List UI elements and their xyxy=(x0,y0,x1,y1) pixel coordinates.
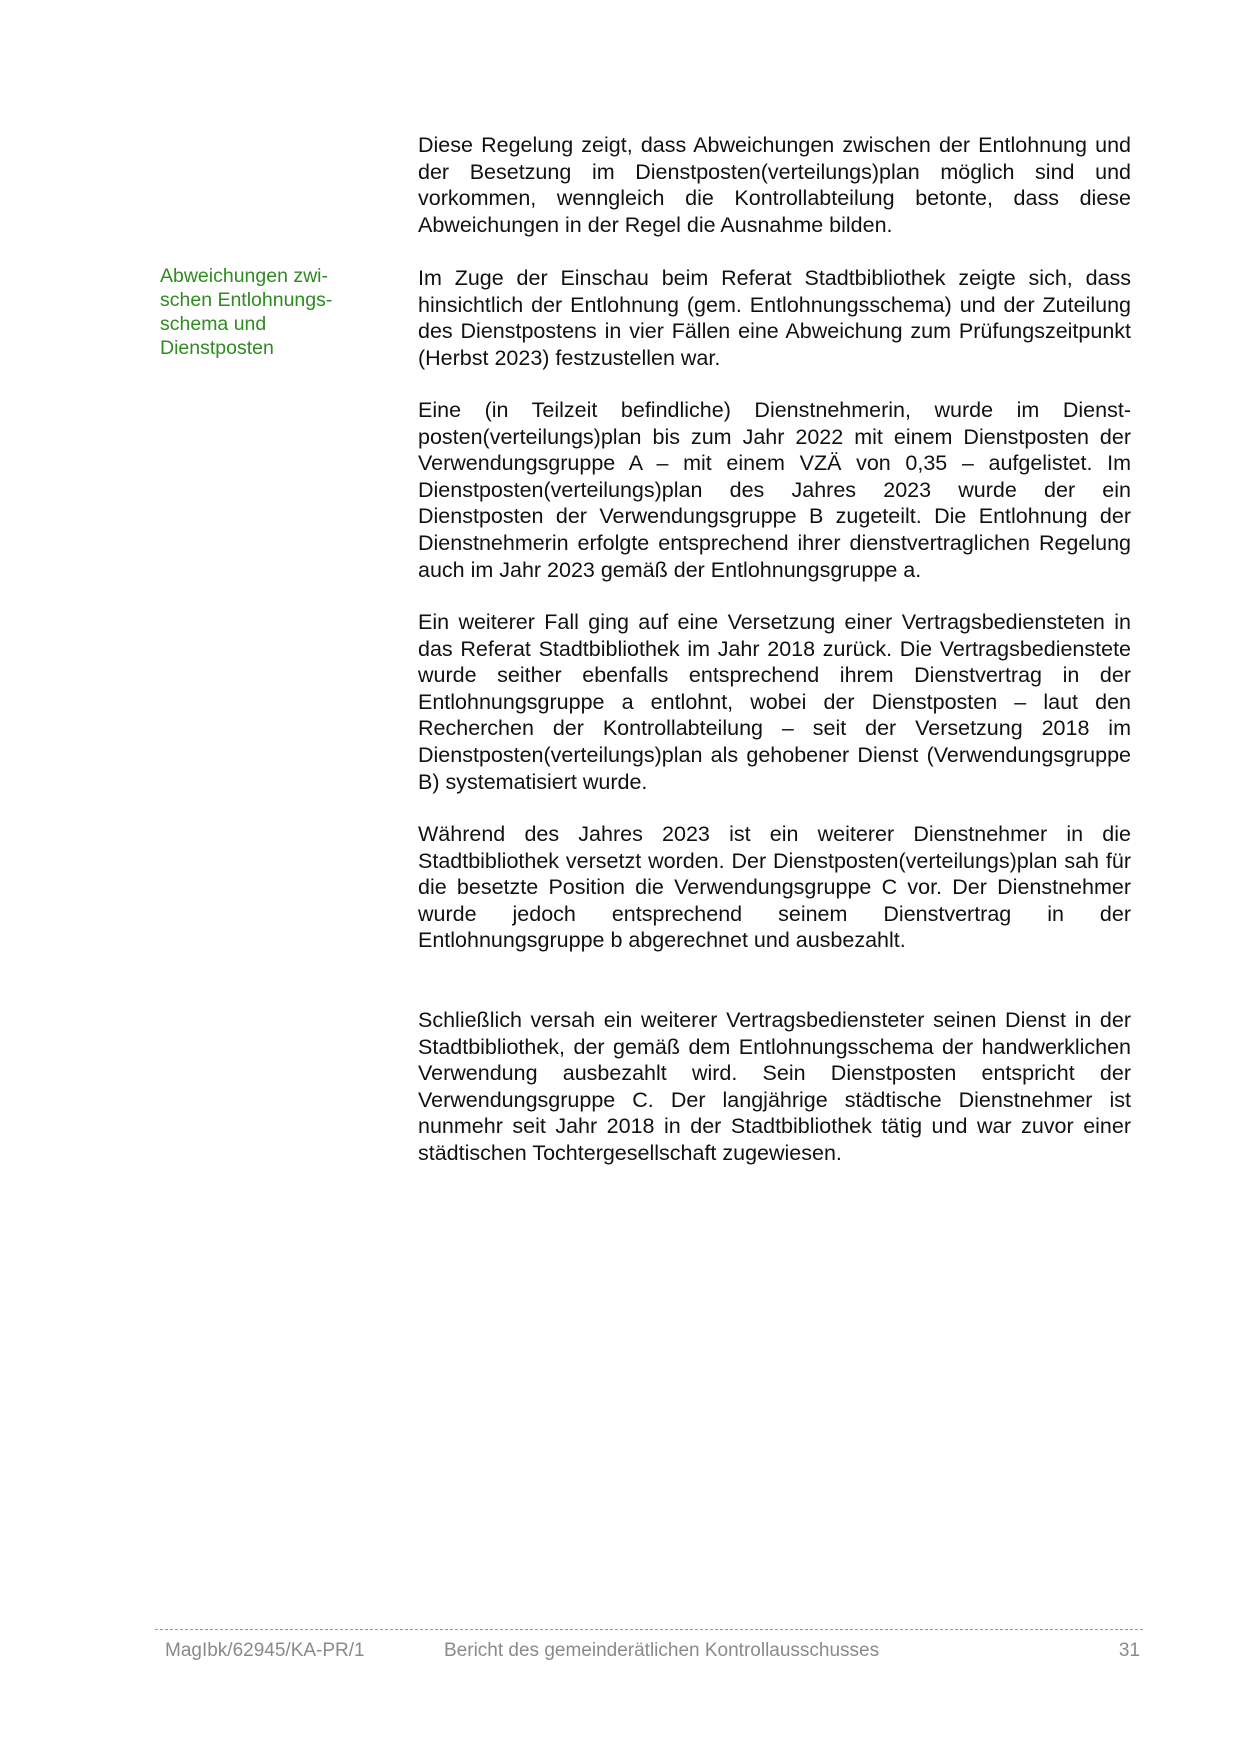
paragraph-2: Im Zuge der Einschau beim Referat Stadtbibliothek zeigte sich, dass hinsichtlich der Entlohnung (gem. Entlohnungsschema) und der Zuteilung des Dienstpostens in vier Fällen eine Abweichung zum Prüfungszeitpunkt (Herbst 2023) festzustellen war. xyxy=(418,266,1131,370)
paragraph-3: Eine (in Teilzeit befindliche) Dienstnehmerin, wurde im Dienstposten(verteilungs)plan bis zum Jahr 2022 mit einem Dienstposten der Verwendungsgruppe A – mit einem VZÄ von 0,35 – aufgelistet. Im Dienstposten(verteilungs)plan des Jahres 2023 wurde der ein Dienstposten der Verwendungsgruppe B zugeteilt. Die Entlohnung der Dienstnehmerin erfolgte entsprechend ihrer dienstvertraglichen Regelung auch im Jahr 2023 gemäß der Entlohnungsgruppe a. xyxy=(418,398,1131,582)
paragraph-1: Diese Regelung zeigt, dass Abweichungen zwischen der Entlohnung und der Besetzung im Dienstposten(verteilungs)plan möglich sind und vorkommen, wenngleich die Kontrollabteilung betonte, dass diese Abweichungen in der Regel die Ausnahme bilden. xyxy=(418,133,1131,237)
page-number: 31 xyxy=(1118,1640,1140,1661)
footer-title: Bericht des gemeinderätlichen Kontrollausschusses xyxy=(444,1640,880,1661)
footer-divider xyxy=(155,1629,1143,1630)
paragraph-4: Ein weiterer Fall ging auf eine Versetzung einer Vertragsbediensteten in das Referat Stadtbibliothek im Jahr 2018 zurück. Die Vertragsbedienstete wurde seither ebenfalls entsprechend ihrem Dienstvertrag in der Entlohnungsgruppe a entlohnt, wobei der Dienstposten – laut den Recherchen der Kontrollabteilung – seit der Versetzung 2018 im Dienstposten(verteilungs)plan als gehobener Dienst (Verwendungsgruppe B) systematisiert wurde. xyxy=(418,610,1131,794)
margin-note: Abweichungen zwischen Entlohnungsschema und Dienstposten xyxy=(160,265,333,359)
footer-reference: MagIbk/62945/KA-PR/1 xyxy=(165,1640,365,1661)
paragraph-6: Schließlich versah ein weiterer Vertragsbediensteter seinen Dienst in der Stadtbibliothek, der gemäß dem Entlohnungsschema der handwerklichen Verwendung ausbezahlt wird. Sein Dienstposten entspricht der Verwendungsgruppe C. Der langjährige städtische Dienstnehmer ist nunmehr seit Jahr 2018 in der Stadtbibliothek tätig und war zuvor einer städtischen Tochtergesellschaft zugewiesen. xyxy=(418,1008,1131,1165)
paragraph-5: Während des Jahres 2023 ist ein weiterer Dienstnehmer in die Stadtbibliothek versetzt worden. Der Dienstposten(verteilungs)plan sah für die besetzte Position die Verwendungsgruppe C vor. Der Dienstnehmer wurde jedoch entsprechend seinem Dienstvertrag in der Entlohnungsgruppe b abgerechnet und ausbezahlt. xyxy=(418,822,1131,953)
